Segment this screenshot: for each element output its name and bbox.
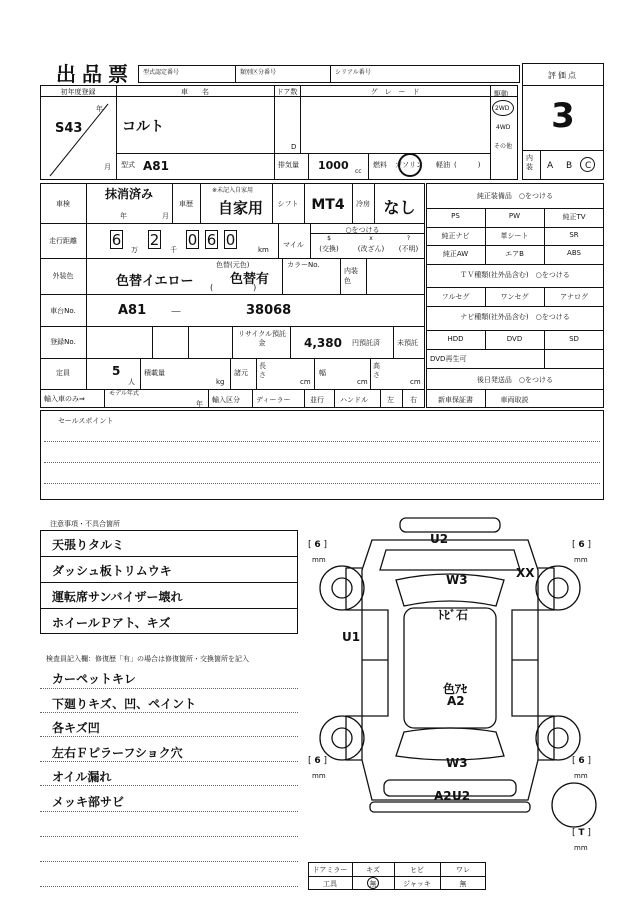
repaint-label: 色替(元色) <box>216 261 250 269</box>
chassis-label: 車台No. <box>50 307 76 315</box>
equip-pw[interactable]: PW <box>508 212 521 220</box>
inspection-label: 車検 <box>56 200 70 208</box>
repaint-paren: ( ) <box>210 283 257 292</box>
seats-unit: 人 <box>128 378 135 386</box>
fuel-diesel[interactable]: 軽油 <box>436 161 450 169</box>
front-bumper <box>400 518 500 532</box>
inspection-value: 抹消済み <box>104 187 153 201</box>
mileage-digit-3: 0 <box>187 231 198 249</box>
shift-value: MT4 <box>311 197 345 213</box>
first-reg-value: S43 <box>55 121 83 136</box>
later-manual[interactable]: 車両取説 <box>500 396 529 404</box>
steering-right[interactable]: 右 <box>410 396 417 404</box>
model-year-unit: 年 <box>196 400 203 408</box>
import-dealer[interactable]: ディーラー <box>256 396 291 404</box>
note-item-2: ダッシュ板トリムウキ <box>52 564 172 578</box>
serial-number-label: シリアル番号 <box>335 69 371 76</box>
inspector-item-2: 下廻りキズ、凹、ペイント <box>52 697 197 711</box>
inspection-year-unit: 年 <box>120 212 127 220</box>
interior-grade-circle <box>580 157 595 172</box>
mileage-label: 走行距離 <box>49 237 77 245</box>
equip-genuine-aw[interactable]: 純正AW <box>442 250 469 258</box>
repaint-value: 色替有 <box>230 272 270 287</box>
mark-roof-fade: 色ｱｾ <box>443 682 468 696</box>
exterior-color-value: 色替イエロー <box>116 274 194 289</box>
tread-rear-right: [ 6 ] <box>572 756 592 766</box>
navi-header: ナビ種類(社外品含む) ○をつける <box>460 313 570 321</box>
mark-windshield-chip: ﾄﾋﾞ石 <box>438 608 469 622</box>
mileage-unknown[interactable]: (不明) <box>398 245 419 253</box>
hood-outline <box>380 550 520 570</box>
mileage-digit-2: 2 <box>149 231 160 249</box>
mark-rear-bumper-u2: U2 <box>452 789 471 803</box>
sales-points-box <box>40 410 604 500</box>
type-cert-label: 型式認定番号 <box>143 69 180 76</box>
mileage-tampered[interactable]: (改ざん) <box>357 245 385 253</box>
navi-hdd[interactable]: HDD <box>447 335 464 343</box>
tread-rear-left-mm: mm <box>312 772 326 780</box>
sales-points-label: セールスポイント <box>58 417 114 425</box>
tread-front-right-mm: mm <box>574 556 588 564</box>
equip-airbag[interactable]: エアB <box>505 250 524 258</box>
displacement-label: 排気量 <box>278 161 299 169</box>
mark-right-fender-xx: XX <box>516 566 535 580</box>
load-kg: kg <box>216 378 225 386</box>
first-reg-month-unit: 月 <box>104 163 111 171</box>
drive-4wd[interactable]: 4WD <box>496 124 511 131</box>
exterior-color-label: 外装色 <box>52 272 74 280</box>
wheel-front-left <box>320 566 364 610</box>
width-label: 幅 <box>319 369 326 377</box>
first-reg-label: 初年度登録 <box>60 88 96 96</box>
later-header: 後日発送品 ○をつける <box>476 376 554 384</box>
interior-grade-label: 内装 <box>526 154 533 171</box>
model-value: A81 <box>143 159 169 173</box>
navi-dvd[interactable]: DVD <box>506 335 523 343</box>
equip-genuine-navi[interactable]: 純正ナビ <box>441 232 470 240</box>
model-year-label: モデル年式 <box>109 390 139 397</box>
recycle-label: リサイクル預託金 <box>237 330 287 347</box>
history-note: ※未記入自家用 <box>212 187 254 194</box>
header-code-strip <box>138 65 520 83</box>
mileage-digit-5: 0 <box>225 231 236 249</box>
legend-jack: ジャッキ <box>403 880 431 888</box>
interior-color-label: 内装色 <box>344 267 358 285</box>
import-class-label: 輸入区分 <box>212 396 240 404</box>
mark-rear-bumper-a2: A2 <box>434 789 452 803</box>
shift-label: シフト <box>277 200 299 208</box>
fuel-label: 燃料 <box>373 161 387 169</box>
registration-label: 登録No. <box>50 338 76 346</box>
grade-label: グ レ ー ド <box>370 88 420 96</box>
mileage-tampered-sym: x <box>369 235 373 242</box>
note-item-3: 運転席サンバイザー壊れ <box>52 590 183 604</box>
tread-spare-mm: mm <box>574 844 588 852</box>
equip-abs[interactable]: ABS <box>567 249 581 257</box>
color-no-label: カラーNo. <box>287 261 320 269</box>
mileage-digit-1: 6 <box>111 231 122 249</box>
drive-label: 駆動 <box>494 90 508 98</box>
chassis-number: 38068 <box>246 303 292 318</box>
mileage-exchange[interactable]: (交換) <box>319 245 339 253</box>
history-label: 車歴 <box>179 200 193 208</box>
page-title: 出品票 <box>56 62 134 86</box>
fuel-other-paren: ( ) <box>454 161 481 169</box>
dims-label: 諸元 <box>234 369 248 377</box>
legend-mirror: ドアミラー <box>312 866 348 874</box>
mileage-exchange-sym: $ <box>327 235 331 242</box>
mileage-digit-4: 6 <box>206 231 217 249</box>
fuel-gasoline-circle <box>398 153 422 177</box>
later-warranty[interactable]: 新車保証書 <box>438 396 473 404</box>
interior-grade-a: A <box>547 161 554 171</box>
import-parallel[interactable]: 並行 <box>310 396 324 404</box>
import-label: 輸入車のみ⇒ <box>44 395 85 403</box>
drive-other[interactable]: その他 <box>494 143 513 150</box>
legend-tools: 工具 <box>323 880 337 888</box>
legend-tools-none-circle <box>367 877 379 889</box>
interior-grade-c: C <box>585 161 592 171</box>
car-name-value: コルト <box>122 119 164 135</box>
inspector-item-1: カーペットキレ <box>52 672 136 686</box>
roof-outline <box>404 608 496 728</box>
doors-unit: D <box>291 143 297 151</box>
mileage-sen: 千 <box>170 246 177 254</box>
tread-front-left: [ 6 ] <box>308 540 328 550</box>
tv-header: ＴＶ種類(社外品含む) ○をつける <box>460 271 570 279</box>
mark-roof-a2: A2 <box>447 694 465 708</box>
tread-rear-right-mm: mm <box>574 772 588 780</box>
ac-label: 冷房 <box>356 200 370 208</box>
displacement-value: 1000 <box>318 159 349 172</box>
chassis-dash: － <box>170 305 183 319</box>
length-cm: cm <box>300 378 311 386</box>
seats-value: 5 <box>112 364 121 378</box>
wheel-rear-right <box>536 716 580 760</box>
legend-tools-none: 無 <box>369 880 377 888</box>
tread-front-left-mm: mm <box>312 556 326 564</box>
cc-unit: cc <box>355 168 362 175</box>
height-label: 高さ <box>373 362 380 379</box>
mark-rear-window-w3: W3 <box>446 756 468 770</box>
width-cm: cm <box>357 378 368 386</box>
mileage-circle-note: ○をつける <box>345 226 380 234</box>
inspector-item-4: 左右Ｆピラーフショク穴 <box>52 746 183 760</box>
chassis-prefix: A81 <box>118 303 147 318</box>
tv-fullseg[interactable]: フルセグ <box>441 293 470 301</box>
equip-sr[interactable]: SR <box>569 231 579 239</box>
mark-front-bumper-u2: U2 <box>430 532 449 546</box>
legend-jack-none: 無 <box>459 880 467 888</box>
score-label: 評価点 <box>548 71 578 80</box>
spare-tire <box>552 783 596 827</box>
mark-hood-w3: W3 <box>446 573 468 587</box>
legend-break: ワレ <box>456 866 470 874</box>
tread-rear-left: [ 6 ] <box>308 756 328 766</box>
notes-label: 注意事項・不具合箇所 <box>50 520 120 528</box>
drive-2wd-circle <box>492 100 514 116</box>
equip-leather-seat[interactable]: 革シート <box>500 232 529 240</box>
mileage-man: 万 <box>131 246 138 254</box>
fuel-gasoline[interactable]: ガソリン <box>395 161 423 169</box>
tv-oneseg[interactable]: ワンセグ <box>500 293 529 301</box>
equip-ps[interactable]: PS <box>451 212 460 220</box>
inspector-item-3: 各キズ凹 <box>52 721 100 735</box>
inspection-month-unit: 月 <box>162 212 169 220</box>
class-number-label: 類別区分番号 <box>240 69 277 76</box>
drive-2wd[interactable]: 2WD <box>495 105 510 112</box>
height-cm: cm <box>410 378 421 386</box>
inspector-label: 検査員記入欄：修復歴「有」の場合は修復箇所・交換箇所を記入 <box>46 655 249 663</box>
history-value: 自家用 <box>218 199 264 217</box>
mark-left-door-u1: U1 <box>342 630 361 644</box>
interior-grade-b: B <box>566 161 573 171</box>
model-label: 型式 <box>121 161 135 169</box>
wheel-rear-left <box>320 716 364 760</box>
length-label: 長さ <box>259 362 266 379</box>
genuine-header: 純正装備品 ○をつける <box>476 192 554 200</box>
note-item-4: ホイールＰアト、キズ <box>52 616 171 630</box>
inspector-item-5: オイル漏れ <box>52 770 112 784</box>
mileage-mile-option[interactable]: マイル <box>283 241 304 249</box>
ac-value: なし <box>383 198 416 217</box>
steering-label: ハンドル <box>340 396 368 404</box>
steering-left[interactable]: 左 <box>387 396 394 404</box>
seats-label: 定員 <box>56 369 70 377</box>
load-label: 積載量 <box>144 369 165 377</box>
legend-scratch: キズ <box>366 866 380 874</box>
first-reg-year-unit: 年 <box>96 105 103 113</box>
tv-analog[interactable]: アナログ <box>560 293 588 301</box>
doors-label: ドア数 <box>276 88 298 96</box>
dvd-playback[interactable]: DVD再生可 <box>430 355 467 363</box>
score-value: 3 <box>551 96 575 136</box>
legend-crack: ヒビ <box>410 866 424 874</box>
tread-front-right: [ 6 ] <box>572 540 592 550</box>
recycle-deposited[interactable]: 円預託済 <box>352 339 380 347</box>
equip-genuine-tv[interactable]: 純正TV <box>562 213 586 221</box>
wheel-front-right <box>536 566 580 610</box>
recycle-value: 4,380 <box>304 336 342 350</box>
recycle-not-deposited[interactable]: 未預託 <box>397 339 418 347</box>
mileage-km: km <box>258 246 269 254</box>
inspector-item-6: メッキ部サビ <box>52 795 125 809</box>
car-name-label: 車 名 <box>181 88 209 96</box>
mileage-unknown-sym: ? <box>406 235 411 242</box>
note-item-1: 天張りタルミ <box>52 538 125 552</box>
navi-sd[interactable]: SD <box>569 335 579 343</box>
tread-spare: [ T ] <box>572 828 591 838</box>
